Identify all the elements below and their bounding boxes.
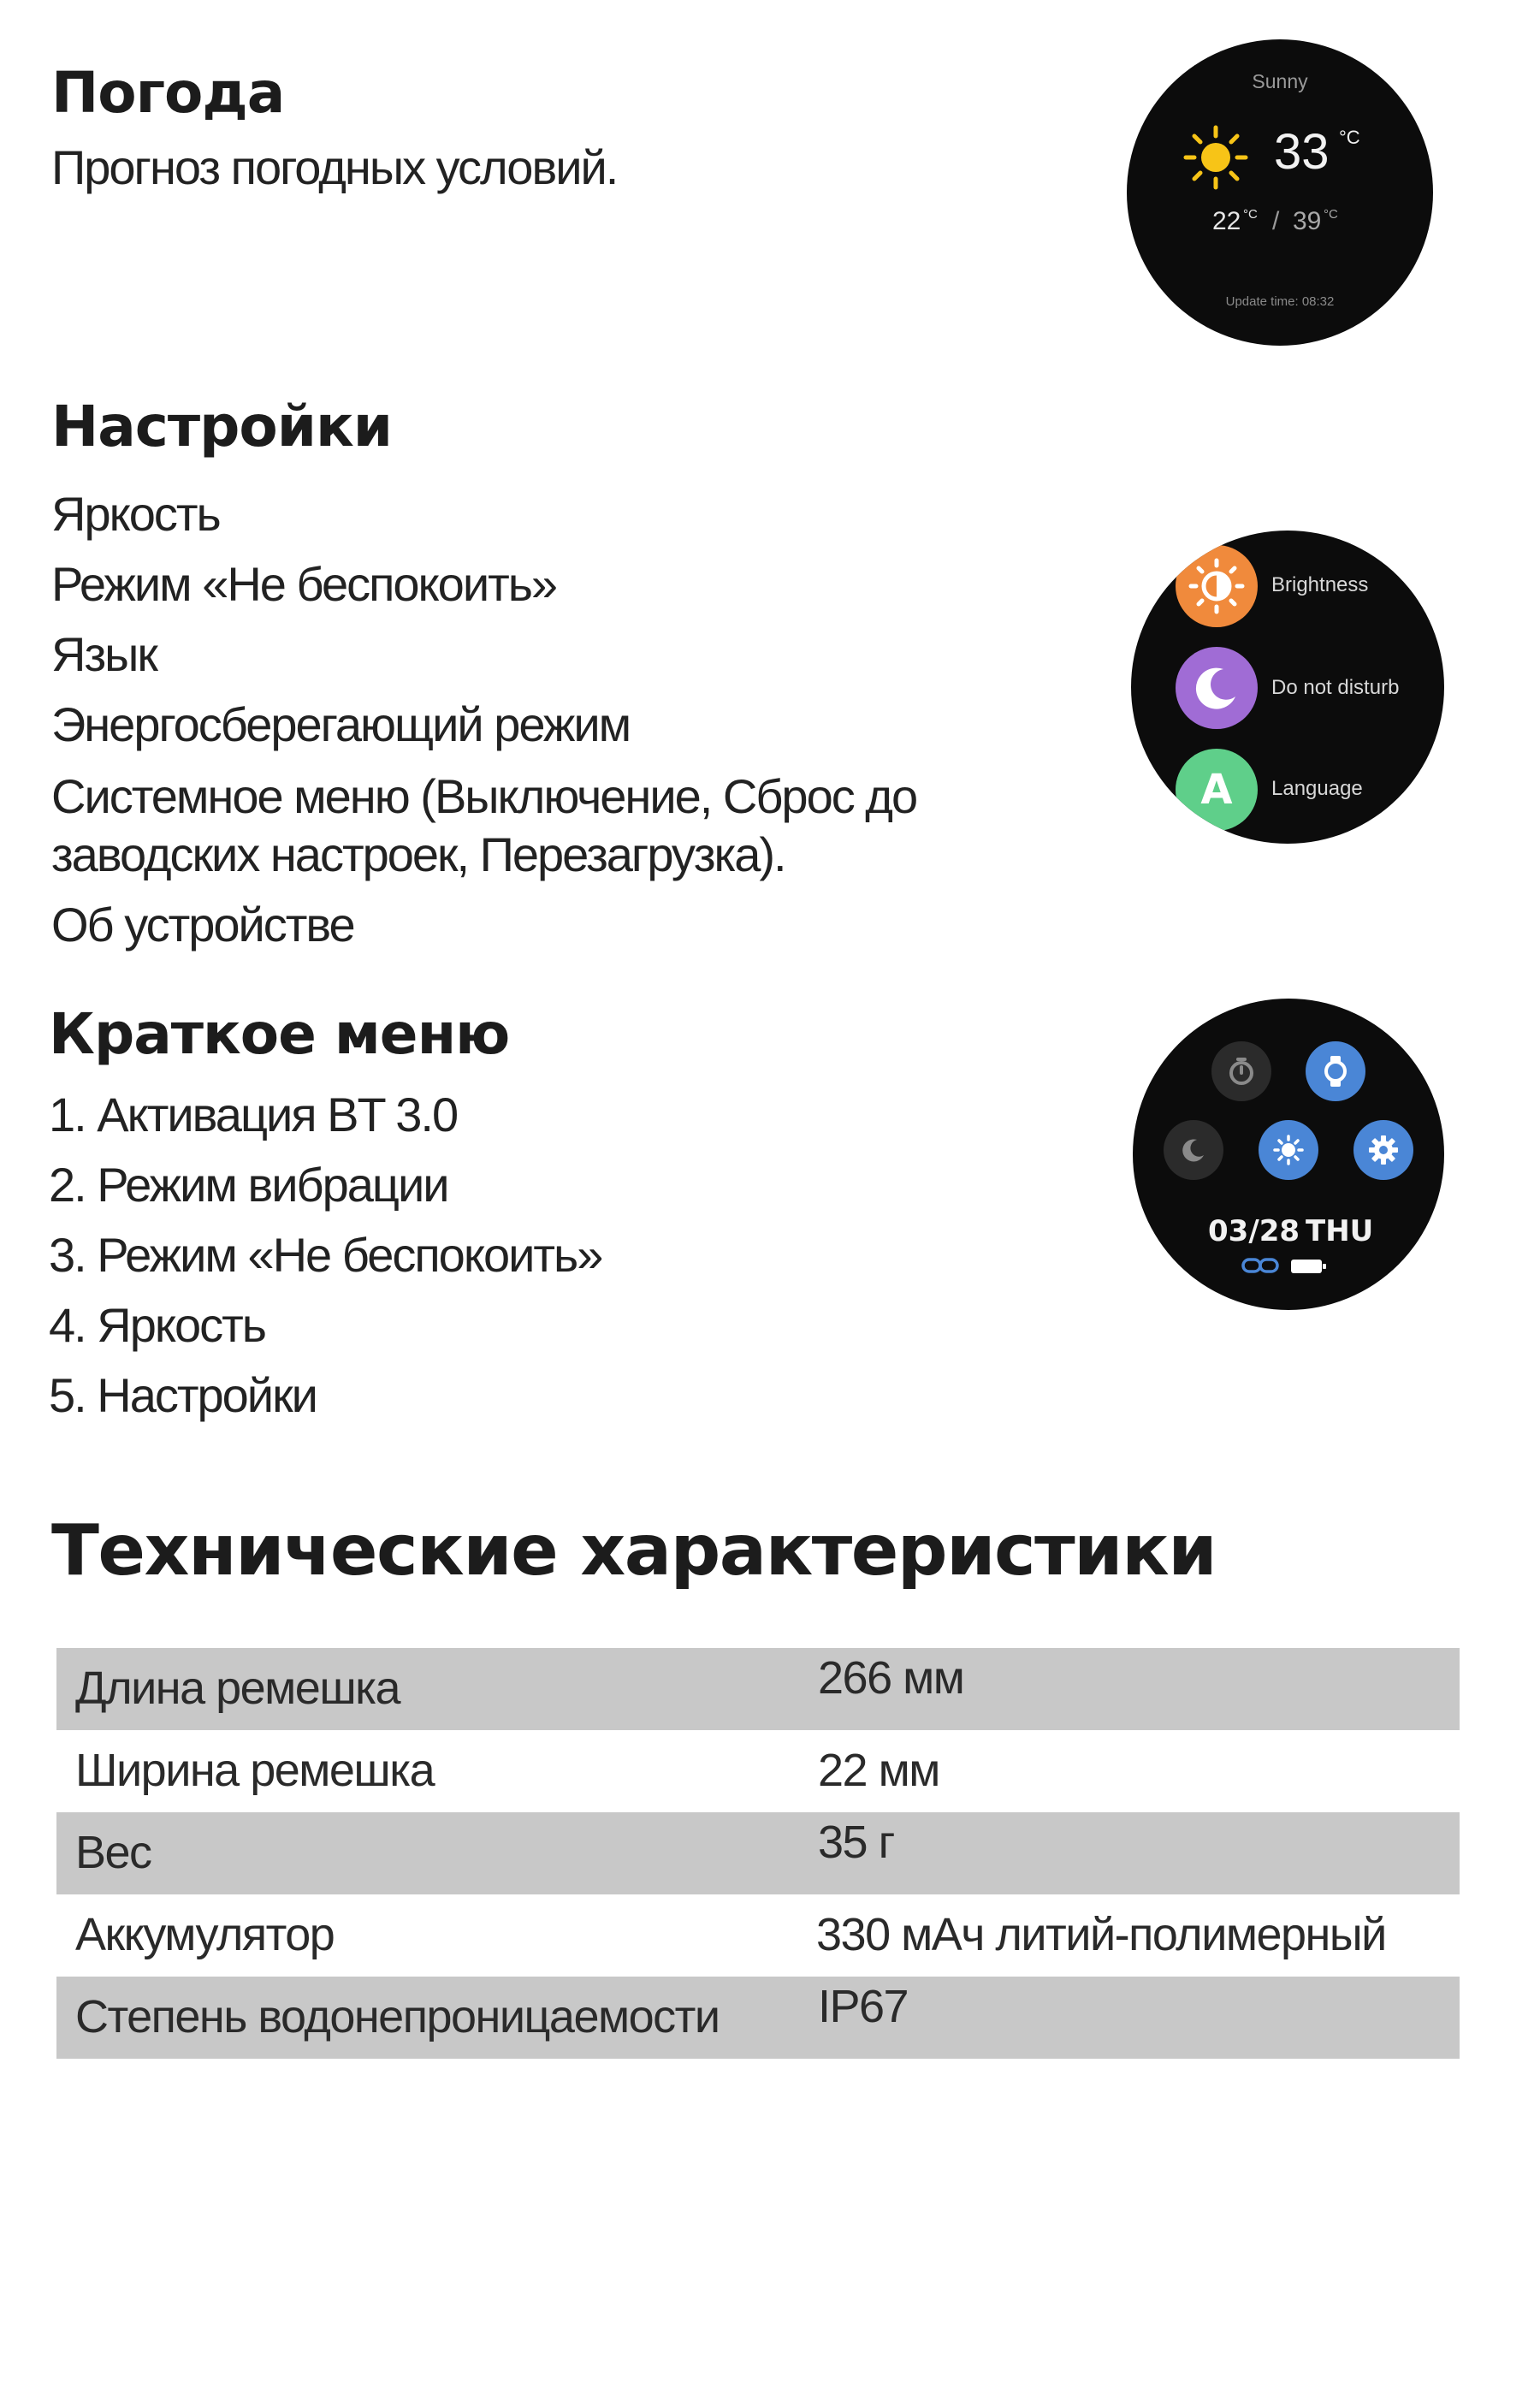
link-icon [1241,1255,1280,1276]
spec-value: 266 мм [818,1652,964,1704]
quick-menu-item-dnd: 3. Режим «Не беспокоить» [49,1228,602,1282]
watch-icon[interactable] [1306,1041,1365,1101]
spec-value: 330 мАч литий-полимерный [816,1909,1386,1960]
spec-label: Аккумулятор [75,1909,335,1960]
language-label: Language [1271,777,1363,800]
table-row [56,1894,1460,1977]
watch-weekday: THU [1306,1214,1374,1248]
do-not-disturb-label: Do not disturb [1271,676,1400,699]
quick-menu-item-bt: 1. Активация BT 3.0 [49,1088,458,1141]
timer-icon[interactable] [1211,1041,1271,1101]
temperature-low: 22 [1212,207,1241,235]
specs-title: Технические характеристики [51,1510,1217,1592]
settings-watch-face [1131,531,1444,844]
settings-item-dnd: Режим «Не беспокоить» [51,557,557,611]
temperature-unit: °C [1339,127,1360,148]
watch-date: 03/28 [1208,1214,1300,1248]
weather-condition: Sunny [1252,70,1308,92]
temperature-low-unit: °C [1243,207,1258,222]
quick-menu-title: Краткое меню [49,1001,510,1067]
table-row [56,1730,1460,1812]
quick-menu-item-vibration: 2. Режим вибрации [49,1158,448,1212]
sun-icon [1183,125,1248,190]
update-time: Update time: 08:32 [1225,294,1335,309]
temperature-range-separator: / [1272,207,1280,235]
spec-label: Вес [75,1827,151,1878]
weather-description: Прогноз погодных условий. [51,140,618,194]
settings-item-brightness: Яркость [51,487,220,541]
brightness-icon[interactable] [1259,1120,1318,1180]
table-row [56,1812,1460,1894]
spec-value: IP67 [818,1981,909,2032]
settings-item-about: Об устройстве [51,898,354,951]
table-row [56,1977,1460,2059]
spec-label: Степень водонепроницаемости [75,1991,720,2042]
moon-icon[interactable] [1176,647,1258,729]
weather-watch-face [1127,39,1433,346]
moon-icon[interactable] [1164,1120,1223,1180]
language-icon[interactable] [1176,749,1258,831]
settings-title: Настройки [51,394,393,459]
quick-menu-watch-face [1133,999,1444,1310]
table-row [56,1648,1460,1730]
language-icon-glyph: A [1200,766,1233,814]
settings-item-power-saving: Энергосберегающий режим [51,697,631,751]
settings-item-system-menu: Системное меню (Выключение, Сброс до заводских настроек, Перезагрузка). [51,769,917,881]
temperature-high: 39 [1293,207,1322,235]
gear-icon[interactable] [1353,1120,1413,1180]
battery-icon [1290,1257,1328,1276]
current-temperature: 33 [1274,124,1330,180]
brightness-label: Brightness [1271,573,1369,596]
settings-item-language: Язык [51,627,157,681]
spec-label: Ширина ремешка [75,1745,435,1796]
brightness-icon[interactable] [1176,545,1258,627]
quick-menu-item-settings: 5. Настройки [49,1368,317,1422]
spec-value: 35 г [818,1817,894,1868]
spec-value: 22 мм [818,1745,939,1796]
weather-title: Погода [51,60,285,126]
spec-label: Длина ремешка [75,1663,400,1714]
temperature-high-unit: °C [1324,207,1338,222]
specs-table [56,1648,1460,2059]
quick-menu-item-brightness: 4. Яркость [49,1298,265,1352]
